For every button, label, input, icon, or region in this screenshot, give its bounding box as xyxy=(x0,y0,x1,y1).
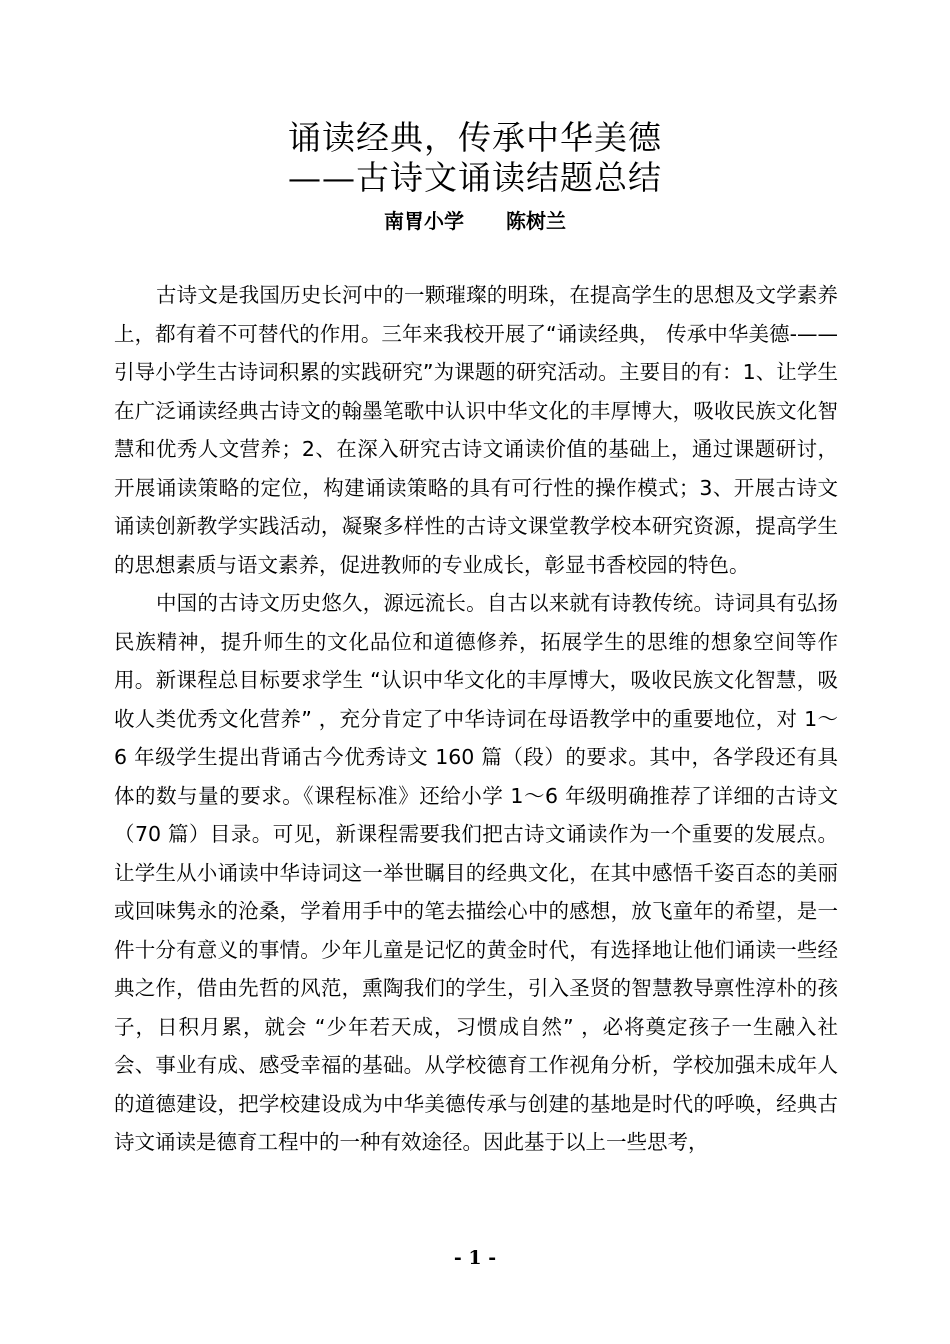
paragraph-1: 古诗文是我国历史长河中的一颗璀璨的明珠，在提高学生的思想及文学素养上，都有着不可替代的作用。三年来我校开展了“诵读经典， 传承中华美德-——引导小学生古诗词积累的实践研究”为课题的研究活动。主要目的有：1、让学生在广泛诵读经典古诗文的翰墨笔歌中认识中华文化的丰厚博大，吸收民族文化智慧和优秀人文营养；2、在深入研究古诗文诵读价值的基础上，通过课题研讨，开展诵读策略的定位，构建诵读策略的具有可行性的操作模式；3、开展古诗文诵读创新教学实践活动，凝聚多样性的古诗文课堂教学校本研究资源，提高学生的思想素质与语文素养，促进教师的专业成长，彰显书香校园的特色。 xyxy=(114,283,838,577)
author-line xyxy=(0,206,950,236)
school-name: 南胃小学 xyxy=(384,209,464,233)
body-text xyxy=(114,276,838,1162)
document-title xyxy=(0,118,950,198)
page-number: - 1 - xyxy=(453,1247,497,1269)
paragraph-2: 中国的古诗文历史悠久，源远流长。自古以来就有诗教传统。诗词具有弘扬民族精神，提升师生的文化品位和道德修养，拓展学生的思维的想象空间等作用。新课程总目标要求学生 “认识中华文化的丰厚博大，吸收民族文化智慧，吸收人类优秀文化营养” ，充分肯定了中华诗词在母语教学中的重要地位，对 1～6 年级学生提出背诵古今优秀诗文 160 篇（段）的要求。其中，各学段还有具体的数与量的要求。《课程标准》还给小学 1～6 年级明确推荐了详细的古诗文（70 篇）目录。可见，新课程需要我们把古诗文诵读作为一个重要的发展点。让学生从小诵读中华诗词这一举世瞩目的经典文化，在其中感悟千姿百态的美丽或回味隽永的沧桑，学着用手中的笔去描绘心中的感想，放飞童年的希望，是一件十分有意义的事情。少年儿童是记忆的黄金时代，有选择地让他们诵读一些经典之作，借由先哲的风范，熏陶我们的学生，引入圣贤的智慧教导禀性淳朴的孩子，日积月累，就会 “少年若天成，习惯成自然” ，必将奠定孩子一生融入社会、事业有成、感受幸福的基础。从学校德育工作视角分析，学校加强未成年人的道德建设，把学校建设成为中华美德传承与创建的基地是时代的呼唤，经典古诗文诵读是德育工程中的一种有效途径。因此基于以上一些思考， xyxy=(114,591,838,1154)
author-name: 陈树兰 xyxy=(506,209,566,233)
title-main: 诵读经典，传承中华美德 xyxy=(288,118,662,157)
title-subtitle: ——古诗文诵读结题总结 xyxy=(288,158,662,197)
